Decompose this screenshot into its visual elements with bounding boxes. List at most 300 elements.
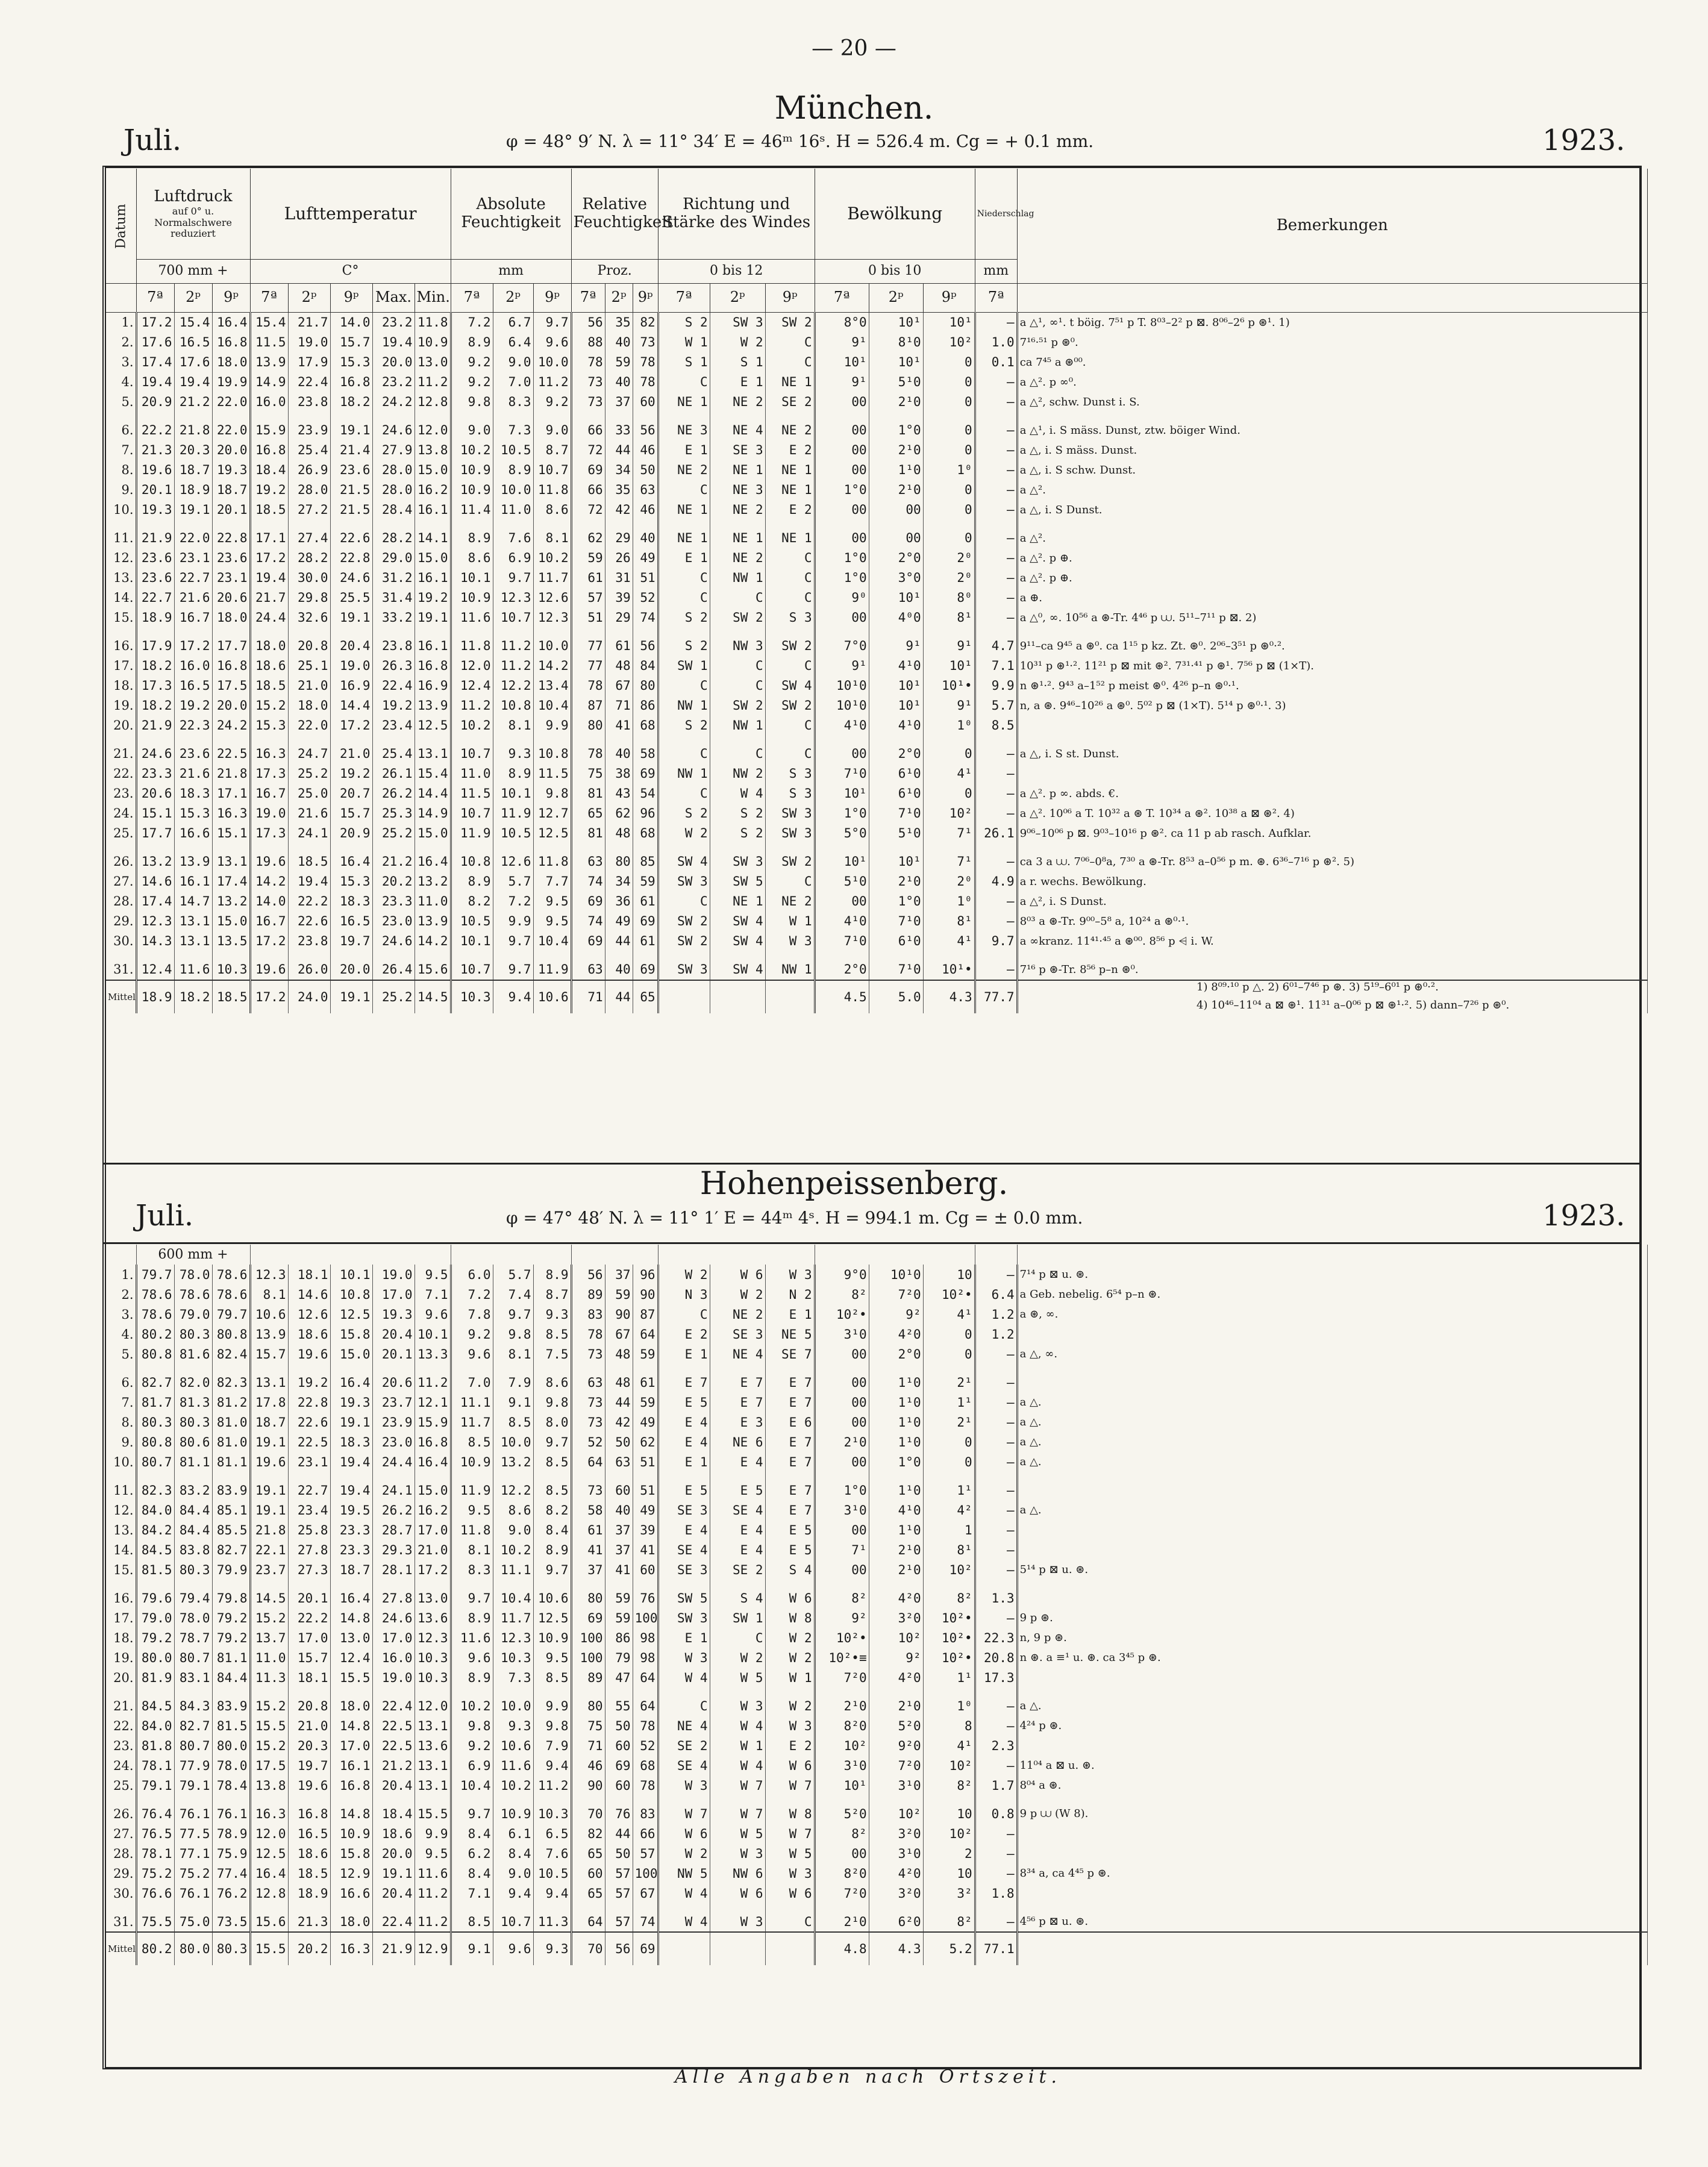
value-cell: W 7 [710, 1795, 765, 1824]
value-cell: 15.4 [174, 312, 212, 333]
value-cell: – [975, 1392, 1017, 1412]
value-cell: 37 [605, 1520, 633, 1540]
value-cell: 29.3 [372, 1540, 414, 1560]
value-cell: 14.2 [250, 872, 288, 892]
day-cell: 30. [106, 1883, 136, 1903]
value-cell: 73 [571, 392, 605, 412]
value-cell: 87 [633, 1304, 658, 1324]
table-row [106, 568, 1647, 588]
unit-luftdruck: 600 mm + [136, 1245, 250, 1265]
value-cell: 9¹ [815, 333, 869, 352]
day-cell: 21. [106, 1687, 136, 1716]
value-cell: 18.0 [250, 628, 288, 656]
value-cell: 37 [605, 1540, 633, 1560]
table-row [106, 1412, 1647, 1432]
value-cell: 15.0 [414, 824, 451, 843]
value-cell: E 7 [765, 1392, 815, 1412]
remark-cell: a △¹, ∞¹. t böig. 7⁵¹ p T. 8⁰³–2² p ⊠. 8⁰⁶–2⁶ p ⊛¹. 1) [1017, 312, 1647, 333]
value-cell: 81.1 [212, 1648, 250, 1668]
mittel-value: 16.3 [330, 1932, 372, 1965]
value-cell: 15.6 [250, 1903, 288, 1932]
value-cell: 41 [605, 1560, 633, 1580]
value-cell: 10¹0 [815, 696, 869, 716]
value-cell: 10²• [923, 1628, 975, 1648]
value-cell: NE 3 [658, 412, 710, 440]
value-cell: E 7 [710, 1392, 765, 1412]
value-cell: – [975, 548, 1017, 568]
value-cell: 21.5 [330, 480, 372, 500]
value-cell: NE 2 [710, 548, 765, 568]
value-cell: 8.1 [493, 1344, 533, 1364]
value-cell: 12.1 [414, 1392, 451, 1412]
value-cell: 17.1 [212, 784, 250, 804]
value-cell: 7.6 [533, 1843, 571, 1863]
value-cell: W 3 [765, 931, 815, 951]
value-cell: W 1 [765, 1668, 815, 1687]
col-7a: 7ª [975, 283, 1017, 312]
value-cell: W 4 [658, 1668, 710, 1687]
value-cell: W 3 [658, 1648, 710, 1668]
value-cell: 19.2 [288, 1364, 330, 1392]
value-cell: C [658, 568, 710, 588]
value-cell: 11.5 [451, 784, 493, 804]
value-cell: 78.9 [212, 1824, 250, 1843]
value-cell: 2¹0 [869, 1687, 923, 1716]
value-cell: 16.1 [414, 500, 451, 520]
value-cell: 69 [571, 892, 605, 912]
value-cell: 14.9 [414, 804, 451, 824]
value-cell: 4² [923, 1500, 975, 1520]
col-9p: 9ᵖ [212, 283, 250, 312]
value-cell: 16.4 [330, 843, 372, 872]
value-cell: 13.1 [414, 1756, 451, 1775]
value-cell: 10.8 [330, 1284, 372, 1304]
value-cell: 46 [633, 500, 658, 520]
value-cell: 73 [571, 1472, 605, 1500]
value-cell: 15.2 [250, 1687, 288, 1716]
value-cell: W 5 [710, 1824, 765, 1843]
value-cell: 76.2 [212, 1883, 250, 1903]
value-cell: 7¹ [815, 1540, 869, 1560]
value-cell: 5¹0 [869, 372, 923, 392]
table-row [106, 1540, 1647, 1560]
value-cell: S 2 [710, 804, 765, 824]
value-cell: 12.6 [288, 1304, 330, 1324]
value-cell: 19.0 [250, 804, 288, 824]
value-cell: 12.6 [533, 588, 571, 608]
value-cell: 19.0 [288, 333, 330, 352]
value-cell: 68 [633, 1756, 658, 1775]
value-cell: 10.2 [493, 1775, 533, 1795]
value-cell: 0 [923, 392, 975, 412]
value-cell: 18.4 [372, 1795, 414, 1824]
value-cell: 1.7 [975, 1775, 1017, 1795]
value-cell: 44 [605, 931, 633, 951]
day-cell: 8. [106, 1412, 136, 1432]
value-cell: 31 [605, 568, 633, 588]
value-cell: 66 [633, 1824, 658, 1843]
value-cell: 10² [869, 1628, 923, 1648]
mittel-value: 4.3 [923, 980, 975, 1013]
value-cell: 9.3 [493, 736, 533, 764]
value-cell: 81.8 [136, 1736, 174, 1756]
value-cell: 73 [571, 372, 605, 392]
value-cell: SW 2 [765, 628, 815, 656]
value-cell: SW 5 [658, 1580, 710, 1608]
value-cell: E 7 [765, 1364, 815, 1392]
value-cell: 22.0 [288, 716, 330, 736]
value-cell: 20.6 [372, 1364, 414, 1392]
value-cell: 21.7 [250, 588, 288, 608]
value-cell: – [975, 1432, 1017, 1452]
value-cell: 16.8 [250, 440, 288, 460]
value-cell: SE 4 [658, 1756, 710, 1775]
value-cell: 67 [605, 1324, 633, 1344]
table-row [106, 1520, 1647, 1540]
value-cell: 13.9 [174, 843, 212, 872]
value-cell: 19.6 [288, 1344, 330, 1364]
header-wind: Richtung und Stärke des Windes [658, 169, 815, 259]
value-cell: 28.0 [372, 460, 414, 480]
value-cell: 60 [605, 1472, 633, 1500]
value-cell: 20.4 [330, 628, 372, 656]
value-cell: 19.9 [212, 372, 250, 392]
value-cell: 23.3 [136, 764, 174, 784]
value-cell: 50 [605, 1716, 633, 1736]
table-row [106, 1392, 1647, 1412]
value-cell: 42 [605, 500, 633, 520]
value-cell: 9.0 [493, 1520, 533, 1540]
value-cell: 14.7 [174, 892, 212, 912]
value-cell: 81.7 [136, 1392, 174, 1412]
remark-cell: n, 9 p ⊛. [1017, 1628, 1647, 1648]
value-cell: 74 [571, 872, 605, 892]
value-cell: 23.3 [330, 1520, 372, 1540]
value-cell: 8.5 [533, 1668, 571, 1687]
value-cell: 48 [605, 1364, 633, 1392]
col-7a: 7ª [250, 283, 288, 312]
remark-cell [1017, 1843, 1647, 1863]
remark-cell: 5¹⁴ p ⊠ u. ⊛. [1017, 1560, 1647, 1580]
value-cell: 57 [605, 1883, 633, 1903]
value-cell: 9.5 [414, 1843, 451, 1863]
value-cell: 81.3 [174, 1392, 212, 1412]
value-cell: C [658, 480, 710, 500]
value-cell: 13.5 [212, 931, 250, 951]
value-cell: N 2 [765, 1284, 815, 1304]
value-cell: W 3 [658, 1775, 710, 1795]
day-cell: 11. [106, 520, 136, 548]
mittel-value: 80.2 [136, 1932, 174, 1965]
value-cell: 69 [633, 951, 658, 980]
value-cell: 57 [605, 1863, 633, 1883]
value-cell: 27.8 [372, 1580, 414, 1608]
value-cell: 19.6 [136, 460, 174, 480]
value-cell: 62 [571, 520, 605, 548]
remark-cell: a △, i. S schw. Dunst. [1017, 460, 1647, 480]
value-cell: 48 [605, 824, 633, 843]
value-cell: 5²0 [869, 1716, 923, 1736]
value-cell: 9¹ [869, 628, 923, 656]
value-cell: – [975, 1412, 1017, 1432]
value-cell: 2°0 [869, 548, 923, 568]
value-cell: NW 1 [658, 764, 710, 784]
section-divider [102, 1242, 1642, 1244]
value-cell: 22.4 [288, 372, 330, 392]
value-cell: 16.8 [330, 372, 372, 392]
value-cell: 2¹0 [869, 1540, 923, 1560]
footer-note: Alle Angaben nach Ortszeit. [675, 2066, 1062, 2087]
value-cell: 0 [923, 1324, 975, 1344]
value-cell: 7²0 [815, 1883, 869, 1903]
value-cell: 21.7 [288, 312, 330, 333]
value-cell: 49 [605, 912, 633, 931]
value-cell: 15.1 [136, 804, 174, 824]
value-cell: – [975, 372, 1017, 392]
value-cell: 44 [605, 440, 633, 460]
value-cell: 7¹ [923, 843, 975, 872]
value-cell: 1¹ [923, 1668, 975, 1687]
value-cell: 4¹0 [815, 912, 869, 931]
mittel-value: 80.0 [174, 1932, 212, 1965]
day-cell: 10. [106, 500, 136, 520]
table-row [106, 1344, 1647, 1364]
value-cell: 66 [571, 412, 605, 440]
value-cell: 62 [633, 1432, 658, 1452]
value-cell: 18.9 [174, 480, 212, 500]
value-cell: 25.8 [288, 1520, 330, 1540]
value-cell: 27.9 [372, 440, 414, 460]
mittel-value: 4.5 [815, 980, 869, 1013]
value-cell: C [658, 736, 710, 764]
remark-cell [1017, 716, 1647, 736]
value-cell: 11.0 [493, 500, 533, 520]
value-cell: 28.4 [372, 500, 414, 520]
remark-cell: a △². [1017, 520, 1647, 548]
value-cell: 10.7 [451, 736, 493, 764]
value-cell: 3¹0 [815, 1324, 869, 1344]
value-cell: 82 [571, 1824, 605, 1843]
mittel-value: 77.7 [975, 980, 1017, 1013]
value-cell: 19.0 [372, 1265, 414, 1284]
value-cell: C [765, 736, 815, 764]
value-cell: 16.0 [372, 1648, 414, 1668]
value-cell: 22.7 [136, 588, 174, 608]
value-cell: 51 [633, 1472, 658, 1500]
value-cell: NW 1 [710, 716, 765, 736]
value-cell: 8.9 [451, 520, 493, 548]
value-cell: 19.1 [414, 608, 451, 628]
value-cell: 19.1 [250, 1472, 288, 1500]
remark-cell: a △¹, i. S mäss. Dunst, ztw. böiger Wind. [1017, 412, 1647, 440]
value-cell: 7²0 [869, 1284, 923, 1304]
value-cell: 56 [633, 412, 658, 440]
day-cell: 12. [106, 1500, 136, 1520]
value-cell: 15.7 [288, 1648, 330, 1668]
value-cell: 16.7 [250, 784, 288, 804]
value-cell: 7²0 [815, 1668, 869, 1687]
value-cell: 11.4 [451, 500, 493, 520]
value-cell: 12.5 [414, 716, 451, 736]
value-cell: 9¹ [923, 628, 975, 656]
value-cell: 8.4 [493, 1843, 533, 1863]
value-cell: 23.8 [372, 628, 414, 656]
value-cell: 20.4 [372, 1324, 414, 1344]
value-cell: 8.2 [533, 1500, 571, 1520]
value-cell: 10²• [923, 1608, 975, 1628]
value-cell: 84.3 [174, 1687, 212, 1716]
value-cell: 84.4 [174, 1520, 212, 1540]
table-row [106, 696, 1647, 716]
day-cell: 13. [106, 1520, 136, 1540]
value-cell: S 2 [658, 608, 710, 628]
value-cell: S 4 [710, 1580, 765, 1608]
value-cell: 18.3 [330, 1432, 372, 1452]
remark-cell: 11⁰⁴ a ⊠ u. ⊛. [1017, 1756, 1647, 1775]
value-cell: 79.8 [212, 1580, 250, 1608]
col-9p: 9ᵖ [923, 283, 975, 312]
value-cell: NW 1 [658, 696, 710, 716]
value-cell: E 7 [765, 1432, 815, 1452]
day-cell: 1. [106, 1265, 136, 1284]
day-cell: 12. [106, 548, 136, 568]
value-cell: 10.9 [451, 480, 493, 500]
value-cell: 26.1 [975, 824, 1017, 843]
mittel-value: 71 [571, 980, 605, 1013]
value-cell: 41 [571, 1540, 605, 1560]
table-row [106, 392, 1647, 412]
table-row [106, 656, 1647, 676]
value-cell: – [975, 1540, 1017, 1560]
col-2p: 2ᵖ [869, 283, 923, 312]
value-cell: W 7 [710, 1775, 765, 1795]
value-cell: 16.6 [174, 824, 212, 843]
value-cell: 14.8 [330, 1716, 372, 1736]
value-cell: 20.2 [372, 872, 414, 892]
value-cell: C [658, 1687, 710, 1716]
value-cell: 18.3 [174, 784, 212, 804]
value-cell: 11.1 [451, 1392, 493, 1412]
value-cell: E 5 [765, 1540, 815, 1560]
value-cell: 14.8 [330, 1608, 372, 1628]
value-cell: 27.2 [288, 500, 330, 520]
value-cell: SW 5 [710, 872, 765, 892]
value-cell: 10¹ [869, 676, 923, 696]
value-cell: 3¹0 [815, 1500, 869, 1520]
value-cell: 9.8 [533, 1716, 571, 1736]
value-cell: 21.0 [288, 676, 330, 696]
value-cell: 17.9 [136, 628, 174, 656]
value-cell: 22.8 [330, 548, 372, 568]
day-cell: 8. [106, 460, 136, 480]
value-cell: 20.0 [212, 696, 250, 716]
value-cell: 10.7 [493, 608, 533, 628]
header-rel-feuchtigkeit: Relative Feuchtigkeit [571, 169, 658, 259]
value-cell: 16.1 [174, 872, 212, 892]
value-cell: – [975, 1364, 1017, 1392]
col-9p: 9ᵖ [330, 283, 372, 312]
value-cell: 16.4 [330, 1364, 372, 1392]
value-cell: 6¹0 [869, 784, 923, 804]
value-cell: 76 [633, 1580, 658, 1608]
value-cell: 19.7 [288, 1756, 330, 1775]
mittel-value: 80.3 [212, 1932, 250, 1965]
value-cell: SW 3 [710, 843, 765, 872]
mittel-value: 56 [605, 1932, 633, 1965]
value-cell: SW 2 [710, 608, 765, 628]
value-cell: E 1 [658, 1452, 710, 1472]
value-cell: 8.6 [533, 500, 571, 520]
value-cell: 18.6 [372, 1824, 414, 1843]
value-cell: 6¹0 [869, 931, 923, 951]
value-cell: 9.7 [975, 931, 1017, 951]
value-cell: SE 2 [710, 1560, 765, 1580]
value-cell: 50 [605, 1843, 633, 1863]
value-cell: 65 [571, 1843, 605, 1863]
table-row [106, 548, 1647, 568]
value-cell: 1°0 [815, 568, 869, 588]
day-cell: 26. [106, 843, 136, 872]
value-cell: 80 [633, 676, 658, 696]
value-cell: 59 [633, 872, 658, 892]
value-cell: E 4 [710, 1520, 765, 1540]
value-cell: 18.0 [212, 352, 250, 372]
table-row [106, 333, 1647, 352]
unit-abs: mm [451, 259, 571, 283]
value-cell: E 5 [765, 1520, 815, 1540]
value-cell: 1¹0 [869, 1472, 923, 1500]
hohenpeissenberg-table-wrap [106, 1245, 1639, 1965]
value-cell: 82.4 [212, 1344, 250, 1364]
value-cell: 80.0 [212, 1736, 250, 1756]
value-cell: 10.7 [493, 1903, 533, 1932]
value-cell: 9.8 [451, 392, 493, 412]
value-cell: 81.1 [174, 1452, 212, 1472]
value-cell: 2⁰ [923, 548, 975, 568]
value-cell: 9.2 [451, 352, 493, 372]
value-cell: 00 [815, 1520, 869, 1540]
remark-cell: n ⊛. a ≡¹ u. ⊛. ca 3⁴⁵ p ⊛. [1017, 1648, 1647, 1668]
mittel-value: 4.3 [869, 1932, 923, 1965]
value-cell: 59 [633, 1392, 658, 1412]
value-cell: 0 [923, 520, 975, 548]
value-cell: SW 3 [658, 951, 710, 980]
value-cell: 67 [633, 1883, 658, 1903]
value-cell: 18.0 [212, 608, 250, 628]
value-cell: 24.2 [212, 716, 250, 736]
value-cell: 75 [571, 764, 605, 784]
value-cell: 58 [633, 736, 658, 764]
value-cell: 15.0 [330, 1344, 372, 1364]
value-cell: 54 [633, 784, 658, 804]
value-cell: 78.4 [212, 1775, 250, 1795]
value-cell: 11.2 [493, 628, 533, 656]
table-row [106, 676, 1647, 696]
value-cell: 13.0 [414, 1580, 451, 1608]
value-cell: 5.7 [493, 872, 533, 892]
value-cell: 0 [923, 736, 975, 764]
value-cell: NW 2 [710, 764, 765, 784]
value-cell: 100 [571, 1628, 605, 1648]
value-cell: 9.7 [493, 951, 533, 980]
value-cell: 16.8 [212, 333, 250, 352]
value-cell: 8.9 [533, 1265, 571, 1284]
value-cell: 17.4 [136, 352, 174, 372]
value-cell: 10 [923, 1863, 975, 1883]
value-cell: C [658, 676, 710, 696]
value-cell: 12.3 [136, 912, 174, 931]
value-cell: 65 [571, 1883, 605, 1903]
